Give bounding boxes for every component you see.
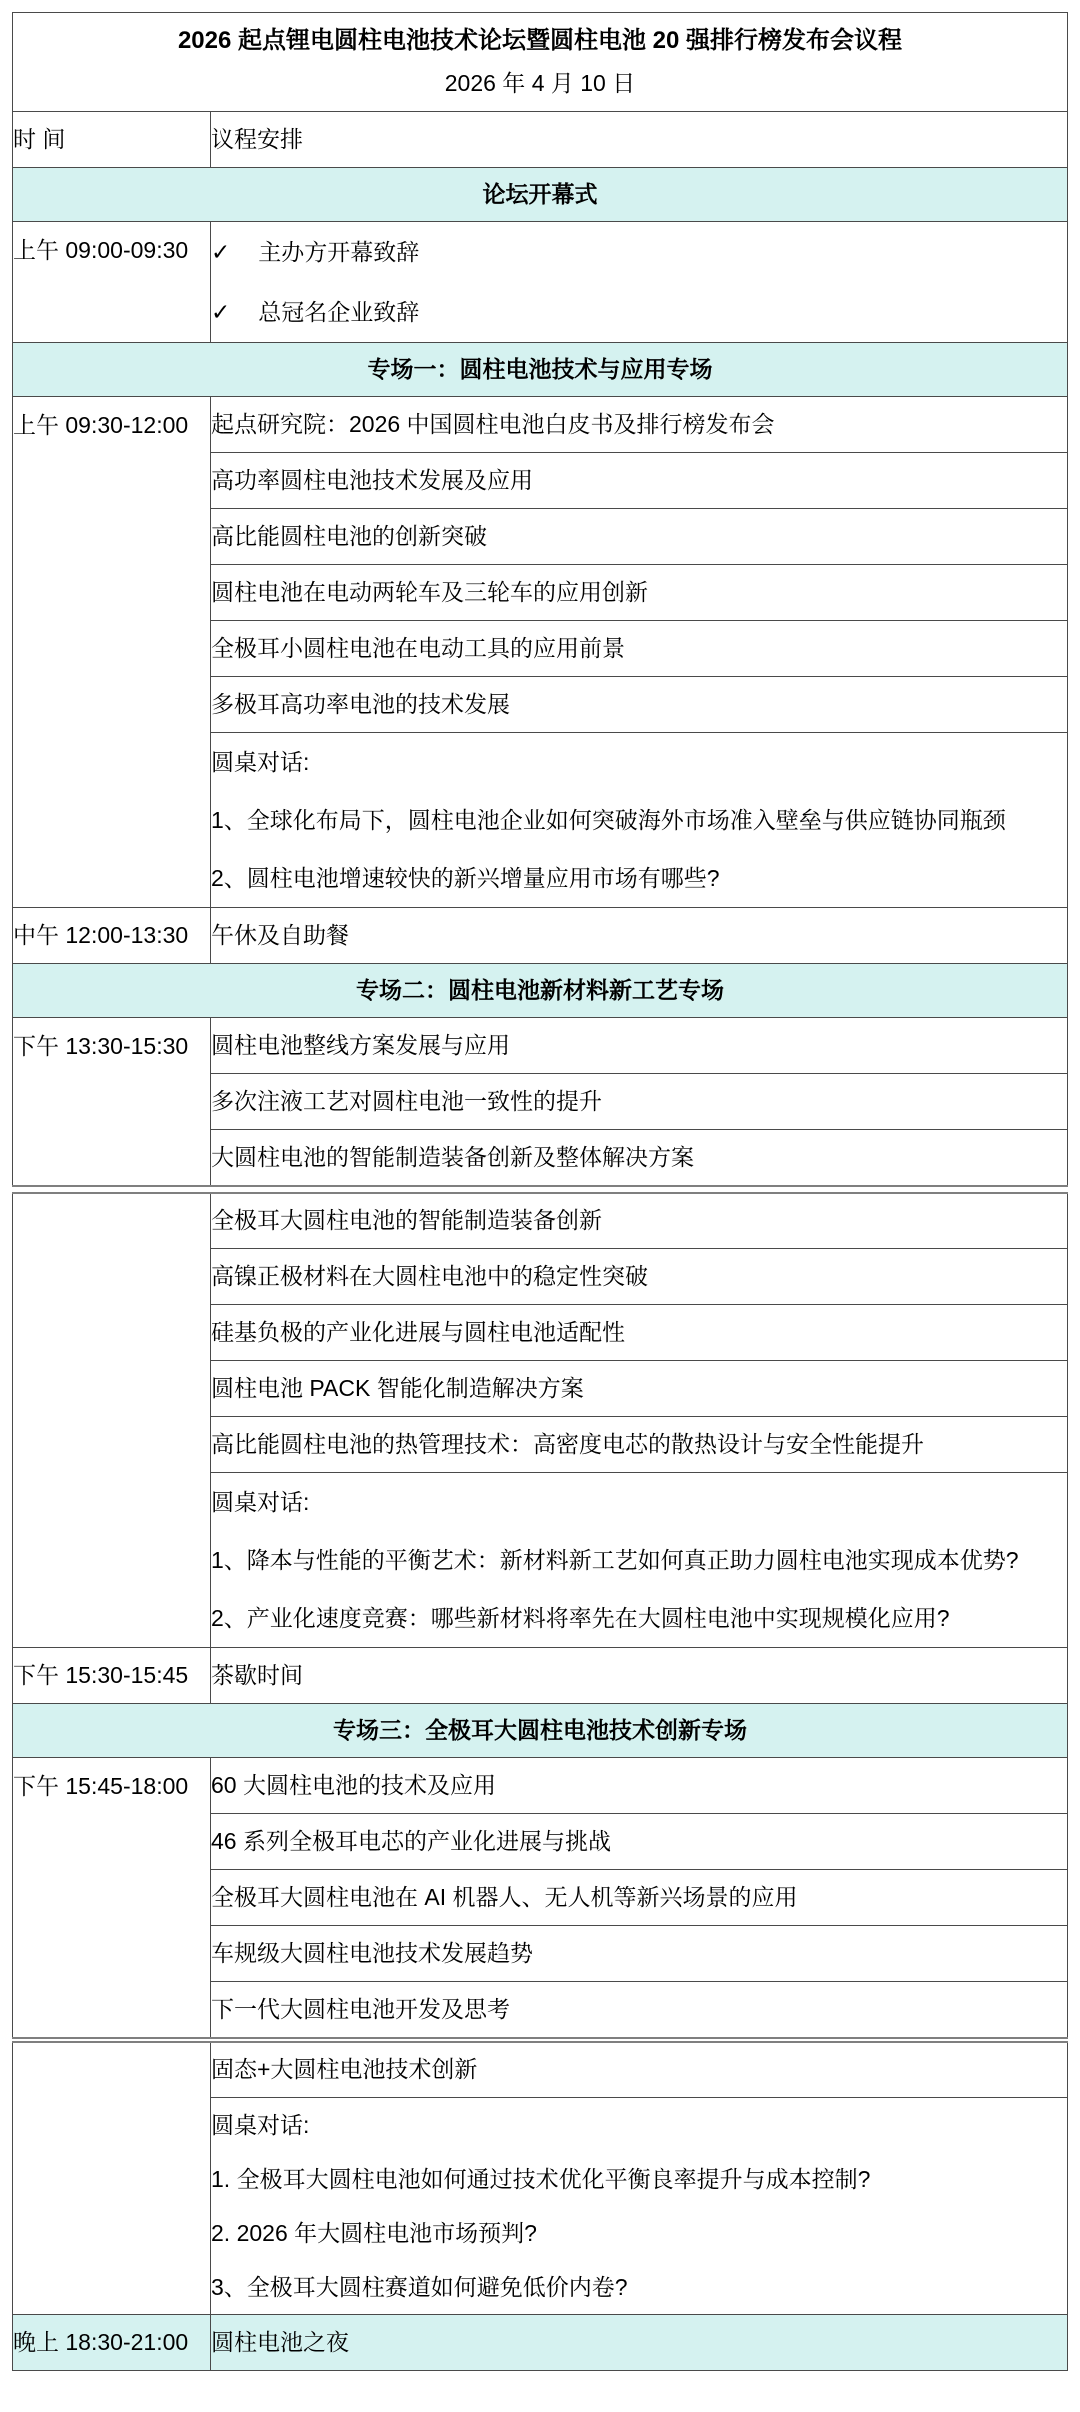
- agenda-row: [13, 2042, 1068, 2098]
- agenda-item: 车规级大圆柱电池技术发展趋势: [211, 1926, 1068, 1982]
- evening-row: [13, 2315, 1068, 2371]
- agenda-item: 多极耳高功率电池的技术发展: [211, 677, 1068, 733]
- agenda-item: 高镍正极材料在大圆柱电池中的稳定性突破: [211, 1249, 1068, 1305]
- agenda-item: 午休及自助餐: [211, 908, 1068, 964]
- agenda-row: [13, 1648, 1068, 1704]
- time-cell: [13, 2042, 211, 2315]
- opening-row: [13, 222, 1068, 343]
- agenda-item: 硅基负极的产业化进展与圆柱电池适配性: [211, 1305, 1068, 1361]
- roundtable-lines: [211, 1473, 1067, 1647]
- column-header-row: [13, 112, 1068, 168]
- opening-item-label: 总冠名企业致辞: [258, 298, 420, 325]
- roundtable-cell: [211, 1473, 1068, 1648]
- roundtable-line: 2、产业化速度竞赛：哪些新材料将率先在大圆柱电池中实现规模化应用?: [211, 1604, 950, 1631]
- col-header-agenda: 议程安排: [211, 112, 1068, 168]
- agenda-row: [13, 1193, 1068, 1249]
- check-icon: ✓: [211, 238, 231, 265]
- roundtable-line: 3、全极耳大圆柱赛道如何避免低价内卷?: [211, 2273, 628, 2300]
- time-cell: [13, 1193, 211, 1648]
- opening-item-label: 主办方开幕致辞: [258, 238, 420, 265]
- agenda-item: 高功率圆柱电池技术发展及应用: [211, 453, 1068, 509]
- roundtable-line: 1. 全极耳大圆柱电池如何通过技术优化平衡良率提升与成本控制?: [211, 2165, 871, 2192]
- roundtable-lines: [211, 2098, 1067, 2314]
- section-band-row: [13, 964, 1068, 1018]
- agenda-item: 46 系列全极耳电芯的产业化进展与挑战: [211, 1814, 1068, 1870]
- agenda-item: 圆柱电池之夜: [211, 2315, 1068, 2371]
- roundtable-line: 2、圆柱电池增速较快的新兴增量应用市场有哪些?: [211, 864, 720, 891]
- time-cell: 下午 15:45-18:00: [13, 1758, 211, 2038]
- agenda-row: [13, 908, 1068, 964]
- roundtable-lines: [211, 733, 1067, 907]
- title-wrap: [13, 13, 1067, 111]
- doc-date: 2026 年 4 月 10 日: [444, 70, 636, 97]
- opening-item: [211, 222, 1067, 282]
- agenda-row: [13, 397, 1068, 453]
- section-band: 专场三：全极耳大圆柱电池技术创新专场: [13, 1704, 1068, 1758]
- title-cell: [13, 13, 1068, 112]
- agenda-row: [13, 1758, 1068, 1814]
- roundtable-line: 圆桌对话:: [211, 2111, 310, 2138]
- time-cell: 晚上 18:30-21:00: [13, 2315, 211, 2371]
- agenda-item: 茶歇时间: [211, 1648, 1068, 1704]
- agenda-document: [12, 12, 1069, 2371]
- agenda-item: 全极耳大圆柱电池在 AI 机器人、无人机等新兴场景的应用: [211, 1870, 1068, 1926]
- agenda-table-page-1: [12, 12, 1068, 1187]
- agenda-item: 圆柱电池整线方案发展与应用: [211, 1018, 1068, 1074]
- opening-items: [211, 222, 1067, 342]
- agenda-item: 圆柱电池在电动两轮车及三轮车的应用创新: [211, 565, 1068, 621]
- roundtable-line: 圆桌对话:: [211, 1488, 310, 1515]
- agenda-item: 固态+大圆柱电池技术创新: [211, 2042, 1068, 2098]
- section-band-row: [13, 343, 1068, 397]
- roundtable-line: 圆桌对话:: [211, 748, 310, 775]
- agenda-item: 多次注液工艺对圆柱电池一致性的提升: [211, 1074, 1068, 1130]
- agenda-item: 大圆柱电池的智能制造装备创新及整体解决方案: [211, 1130, 1068, 1186]
- roundtable-line: 1、降本与性能的平衡艺术：新材料新工艺如何真正助力圆柱电池实现成本优势?: [211, 1546, 1019, 1573]
- agenda-item: 起点研究院：2026 中国圆柱电池白皮书及排行榜发布会: [211, 397, 1068, 453]
- agenda-item: 全极耳大圆柱电池的智能制造装备创新: [211, 1193, 1068, 1249]
- section-band: 专场一：圆柱电池技术与应用专场: [13, 343, 1068, 397]
- time-cell: 上午 09:00-09:30: [13, 222, 211, 343]
- roundtable-cell: [211, 2098, 1068, 2315]
- agenda-table-page-3: [12, 2041, 1068, 2372]
- agenda-table-page-2: [12, 1192, 1068, 2039]
- agenda-item: 60 大圆柱电池的技术及应用: [211, 1758, 1068, 1814]
- time-cell: 上午 09:30-12:00: [13, 397, 211, 908]
- agenda-row: [13, 1018, 1068, 1074]
- roundtable-line: 1、全球化布局下，圆柱电池企业如何突破海外市场准入壁垒与供应链协同瓶颈: [211, 806, 1006, 833]
- title-row: [13, 13, 1068, 112]
- agenda-item: 圆柱电池 PACK 智能化制造解决方案: [211, 1361, 1068, 1417]
- agenda-item: 高比能圆柱电池的创新突破: [211, 509, 1068, 565]
- agenda-item: 全极耳小圆柱电池在电动工具的应用前景: [211, 621, 1068, 677]
- section-band: 专场二：圆柱电池新材料新工艺专场: [13, 964, 1068, 1018]
- check-icon: ✓: [211, 298, 231, 325]
- section-band-row: [13, 168, 1068, 222]
- opening-item: [211, 282, 1067, 342]
- time-cell: 下午 13:30-15:30: [13, 1018, 211, 1186]
- roundtable-cell: [211, 733, 1068, 908]
- opening-items-cell: [211, 222, 1068, 343]
- section-band-row: [13, 1704, 1068, 1758]
- agenda-item: 高比能圆柱电池的热管理技术：高密度电芯的散热设计与安全性能提升: [211, 1417, 1068, 1473]
- agenda-item: 下一代大圆柱电池开发及思考: [211, 1982, 1068, 2038]
- col-header-time: 时 间: [13, 112, 211, 168]
- time-cell: 中午 12:00-13:30: [13, 908, 211, 964]
- doc-title: 2026 起点锂电圆柱电池技术论坛暨圆柱电池 20 强排行榜发布会议程: [177, 27, 903, 55]
- time-cell: 下午 15:30-15:45: [13, 1648, 211, 1704]
- section-band: 论坛开幕式: [13, 168, 1068, 222]
- roundtable-line: 2. 2026 年大圆柱电池市场预判?: [211, 2219, 537, 2246]
